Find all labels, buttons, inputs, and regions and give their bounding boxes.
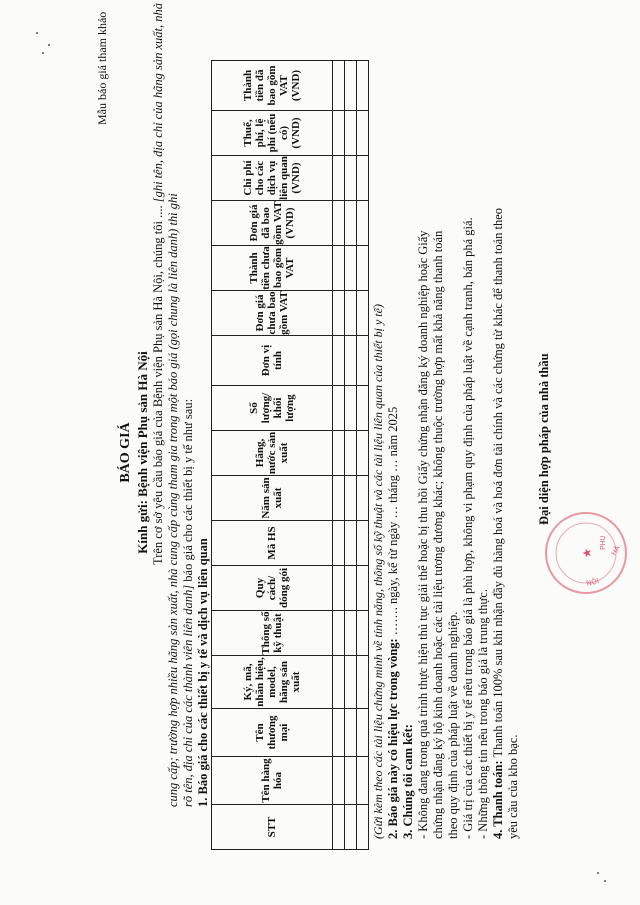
recipient-line: Kính gửi: Bệnh viện Phụ sản Hà Nội	[135, 351, 150, 554]
table-cell	[345, 476, 357, 521]
intro-italic: [ghi tên, địa chỉ của hãng sản xuất, nhà	[151, 3, 165, 203]
table-cell	[345, 201, 357, 246]
table-cell	[357, 656, 369, 709]
header-cell: Tên hàng hóa	[212, 757, 333, 805]
table-cell	[357, 521, 369, 566]
table-cell	[333, 656, 345, 709]
quote-table	[211, 60, 369, 850]
header-cell: Chi phí cho các dịch vụ liên quan (VND)	[212, 156, 333, 201]
intro-text: báo giá cho các thiết bị y tế như sau:	[181, 398, 195, 585]
header-cell: Hãng, nước sản xuất	[212, 431, 333, 476]
commit-line: - Giá trị của các thiết bị y tế nêu trong báo giá là phù hợp, không vi phạm quy định của pháp luật về cạnh tranh, bán phá giá.	[461, 217, 475, 839]
table-cell	[357, 291, 369, 336]
table-cell	[333, 246, 345, 291]
header-cell: Quy cách/ đóng gói	[212, 566, 333, 611]
validity-text: ……. ngày, kể từ ngày … tháng … năm 2025	[386, 406, 400, 639]
table-body	[333, 61, 369, 850]
payment-text-line-2: yêu cầu của kho bạc.	[506, 734, 520, 839]
table-cell	[357, 111, 369, 156]
commit-line: theo quy định của pháp luật về doanh nghiệp.	[446, 611, 460, 839]
svg-text:NỘI: NỘI	[585, 576, 600, 588]
table-cell	[357, 431, 369, 476]
header-cell: Ký, mã, nhãn hiệu, model, hãng sản xuất	[212, 656, 333, 709]
header-cell: Đơn giá chưa bao gồm VAT	[212, 291, 333, 336]
table-cell	[333, 757, 345, 805]
header-cell: Thuế, phí, lệ phí (nếu có) (VND)	[212, 111, 333, 156]
table-cell	[333, 431, 345, 476]
table-cell	[345, 611, 357, 656]
table-header-row	[212, 61, 333, 850]
intro-line-1	[151, 3, 166, 565]
table-cell	[357, 336, 369, 386]
table-cell	[357, 805, 369, 850]
signature-label: Đại diện hợp pháp của nhà thầu	[537, 353, 551, 525]
header-cell: Năm sản xuất	[212, 476, 333, 521]
table-cell	[345, 805, 357, 850]
table-cell	[345, 757, 357, 805]
section-1-heading: 1. Báo giá cho các thiết bị y tế và dịch vụ liên quan	[196, 538, 210, 807]
table-cell	[357, 201, 369, 246]
table-cell	[333, 336, 345, 386]
table-cell	[333, 805, 345, 850]
table-cell	[357, 156, 369, 201]
table-cell	[357, 566, 369, 611]
table-cell	[357, 246, 369, 291]
table-cell	[345, 246, 357, 291]
table-cell	[345, 709, 357, 757]
table-cell	[345, 521, 357, 566]
svg-text:PHỤ: PHỤ	[599, 535, 607, 550]
template-title: Mẫu báo giá tham khảo	[95, 11, 109, 125]
commit-line: - Những thông tin nêu trong báo giá là trung thực.	[476, 589, 490, 839]
svg-text:★: ★	[580, 547, 594, 559]
intro-line-3	[181, 399, 196, 807]
table-cell	[345, 61, 357, 111]
table-cell	[333, 156, 345, 201]
table-cell	[357, 476, 369, 521]
section-3-heading: 3. Chúng tôi cam kết:	[401, 724, 415, 839]
header-cell: Thành tiền chưa bao gồm VAT	[212, 246, 333, 291]
table-cell	[333, 611, 345, 656]
svg-text:HÀ: HÀ	[609, 544, 622, 557]
header-cell: Mã HS	[212, 521, 333, 566]
table-cell	[345, 111, 357, 156]
table-cell	[345, 566, 357, 611]
header-cell: Tên thương mại	[212, 709, 333, 757]
table-cell	[357, 709, 369, 757]
header-cell: Đơn giá đã bao gồm VAT (VND)	[212, 201, 333, 246]
table-cell	[333, 566, 345, 611]
commit-line: chứng nhận đăng ký hộ kinh doanh hoặc các tài liệu tương đương khác; không thuộc trường hợp mất khả năng thanh toán	[431, 230, 445, 839]
intro-text: Trên cơ sở yêu cầu báo giá của Bệnh viện Phụ sản Hà Nội, chúng tôi ....	[151, 202, 165, 565]
table-cell	[333, 476, 345, 521]
table-cell	[345, 336, 357, 386]
table-row	[345, 61, 357, 850]
section-2-heading: 2. Báo giá này có hiệu lực trong vòng:	[386, 638, 400, 839]
header-cell: Đơn vị tính	[212, 336, 333, 386]
table-cell	[357, 611, 369, 656]
attachment-note: (Gửi kèm theo các tài liệu chứng minh về tính năng, thông số kỹ thuật và các tài liệu liên quan của thiết bị y tế)	[371, 304, 385, 839]
table-cell	[345, 386, 357, 431]
table-cell	[345, 431, 357, 476]
table-row	[357, 61, 369, 850]
table-cell	[357, 61, 369, 111]
table-cell	[333, 386, 345, 431]
table-cell	[345, 156, 357, 201]
table-cell	[333, 709, 345, 757]
intro-line-2: cung cấp; trường hợp nhiều hãng sản xuất, nhà cung cấp cùng tham gia trong một báo giá (gọi chung là liên danh) thì ghi	[166, 193, 180, 807]
table-cell	[357, 386, 369, 431]
section-4	[491, 208, 506, 839]
table-cell	[345, 291, 357, 336]
table-cell	[333, 291, 345, 336]
table-cell	[333, 61, 345, 111]
hospital-stamp-icon	[543, 510, 629, 596]
header-cell: STT	[212, 805, 333, 850]
intro-italic: rõ tên, địa chỉ của các thành viên liên danh]	[181, 584, 195, 807]
table-cell	[333, 111, 345, 156]
table-cell	[357, 757, 369, 805]
section-2	[386, 407, 401, 839]
payment-text: Thanh toán 100% sau khi nhận đầy đủ hàng hoá và hoá đơn tài chính và các chứng từ khác để thanh toán theo	[491, 207, 505, 761]
table-cell	[333, 201, 345, 246]
document-title: BÁO GIÁ	[118, 422, 133, 483]
commit-line: - Không đang trong quá trình thực hiện thủ tục giải thể hoặc bị thu hồi Giấy chứng nhận đăng ký doanh nghiệp hoặc Giấy	[416, 230, 430, 839]
header-cell: Thông số kỹ thuật	[212, 611, 333, 656]
section-4-heading: 4. Thanh toán:	[491, 760, 505, 839]
table-cell	[333, 521, 345, 566]
header-cell: Thành tiền đã bao gồm VAT (VND)	[212, 61, 333, 111]
table-cell	[345, 656, 357, 709]
header-cell: Số lượng/ khối lượng	[212, 386, 333, 431]
table-row	[333, 61, 345, 850]
